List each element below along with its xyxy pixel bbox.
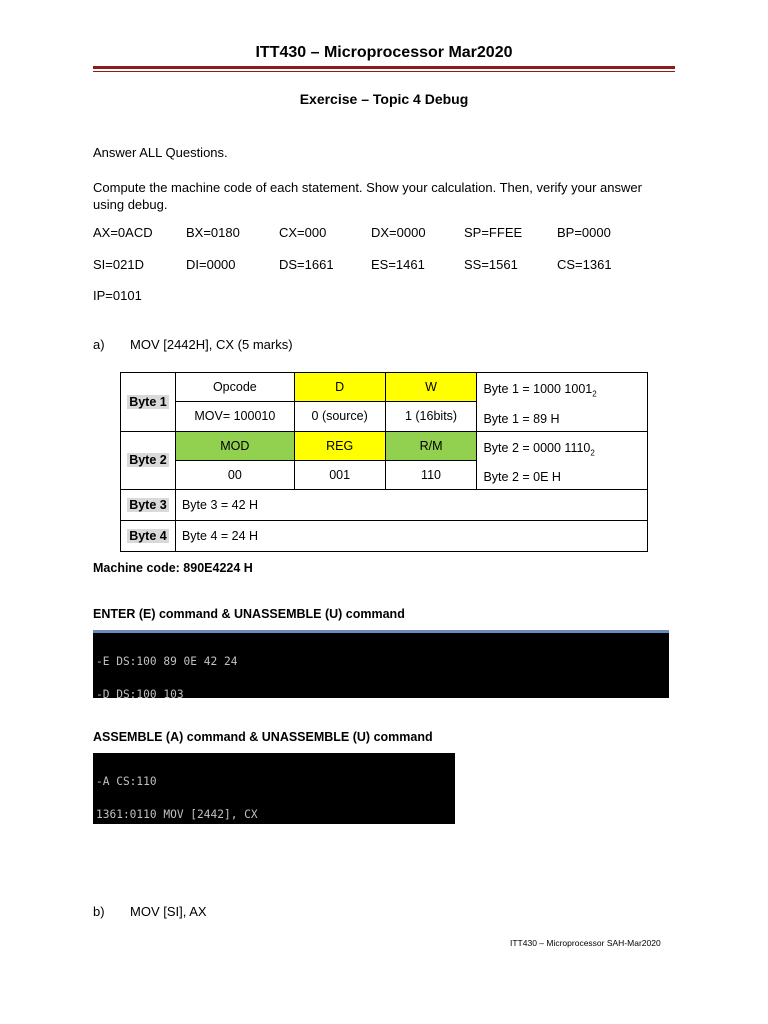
question-a-text: MOV [2442H], CX (5 marks) (130, 337, 293, 352)
byte2-binary (483, 436, 641, 466)
task-line-2: using debug. (93, 197, 168, 212)
table-row (121, 431, 648, 460)
reg-header: REG (294, 431, 385, 460)
register-es: ES=1461 (371, 257, 425, 272)
byte1-label-cell (121, 373, 176, 432)
register-ds: DS=1661 (279, 257, 334, 272)
d-header: D (294, 373, 385, 402)
header-rule-thin (93, 71, 675, 72)
byte3-label-cell (121, 490, 176, 521)
byte1-binary (483, 377, 641, 407)
console-line: 1361:0110 MOV [2442], CX (96, 808, 258, 821)
register-cx: CX=000 (279, 225, 327, 240)
w-value: 1 (16bits) (385, 402, 477, 431)
exercise-title: Exercise – Topic 4 Debug (299, 91, 469, 107)
byte4-label: Byte 4 (129, 529, 167, 543)
opcode-value: MOV= 100010 (175, 402, 294, 431)
byte4-label-cell (121, 521, 176, 552)
enter-console (93, 630, 669, 698)
course-title: ITT430 – Microprocessor Mar2020 (255, 44, 513, 61)
byte2-label-cell (121, 431, 176, 490)
register-ax: AX=0ACD (93, 225, 153, 240)
rm-header: R/M (385, 431, 477, 460)
byte1-label: Byte 1 (129, 394, 167, 409)
console-line: -E DS:100 89 0E 42 24 (96, 655, 238, 668)
opcode-header: Opcode (175, 373, 294, 402)
reg-value: 001 (294, 460, 385, 489)
register-bp: BP=0000 (557, 225, 611, 240)
question-b-label: b) (93, 904, 105, 919)
table-row (121, 490, 648, 521)
byte3-value: Byte 3 = 42 H (175, 490, 647, 521)
table-row (121, 521, 648, 552)
register-sp: SP=FFEE (464, 225, 523, 240)
encoding-table (120, 372, 648, 552)
console-line: -D DS:100 103 (96, 688, 184, 698)
register-bx: BX=0180 (186, 225, 240, 240)
rm-value: 110 (385, 460, 477, 489)
byte1-binary-base: 2 (592, 389, 597, 399)
byte1-result-cell (477, 373, 648, 432)
register-cs: CS=1361 (557, 257, 612, 272)
byte2-result-cell (477, 431, 648, 490)
byte2-hex: Byte 2 = 0E H (483, 470, 561, 484)
register-ip: IP=0101 (93, 288, 142, 303)
byte1-hex: Byte 1 = 89 H (483, 411, 560, 426)
question-b-text: MOV [SI], AX (130, 904, 207, 919)
task-line-1: Compute the machine code of each statement. Show your calculation. Then, verify your answer (93, 180, 642, 195)
byte1-binary-text: Byte 1 = 1000 1001 (483, 382, 593, 396)
assemble-console (93, 753, 455, 824)
enter-section-heading: ENTER (E) command & UNASSEMBLE (U) command (93, 607, 405, 621)
mod-value: 00 (175, 460, 294, 489)
page-footer: ITT430 – Microprocessor SAH-Mar2020 (510, 938, 661, 948)
byte2-binary-base: 2 (590, 448, 595, 457)
d-value: 0 (source) (294, 402, 385, 431)
byte2-label: Byte 2 (129, 453, 167, 468)
assemble-section-heading: ASSEMBLE (A) command & UNASSEMBLE (U) command (93, 730, 433, 744)
byte3-label: Byte 3 (129, 498, 167, 512)
register-si: SI=021D (93, 257, 144, 272)
mod-header: MOD (175, 431, 294, 460)
instruction-text: Answer ALL Questions. (93, 145, 228, 160)
byte2-binary-text: Byte 2 = 0000 1110 (483, 440, 591, 455)
w-header: W (385, 373, 477, 402)
machine-code: Machine code: 890E4224 H (93, 561, 253, 575)
register-ss: SS=1561 (464, 257, 518, 272)
header-rule-thick (93, 66, 675, 69)
register-di: DI=0000 (186, 257, 236, 272)
byte4-value: Byte 4 = 24 H (175, 521, 647, 552)
table-row (121, 373, 648, 402)
register-dx: DX=0000 (371, 225, 426, 240)
question-a-label: a) (93, 337, 105, 352)
console-line: -A CS:110 (96, 775, 157, 788)
